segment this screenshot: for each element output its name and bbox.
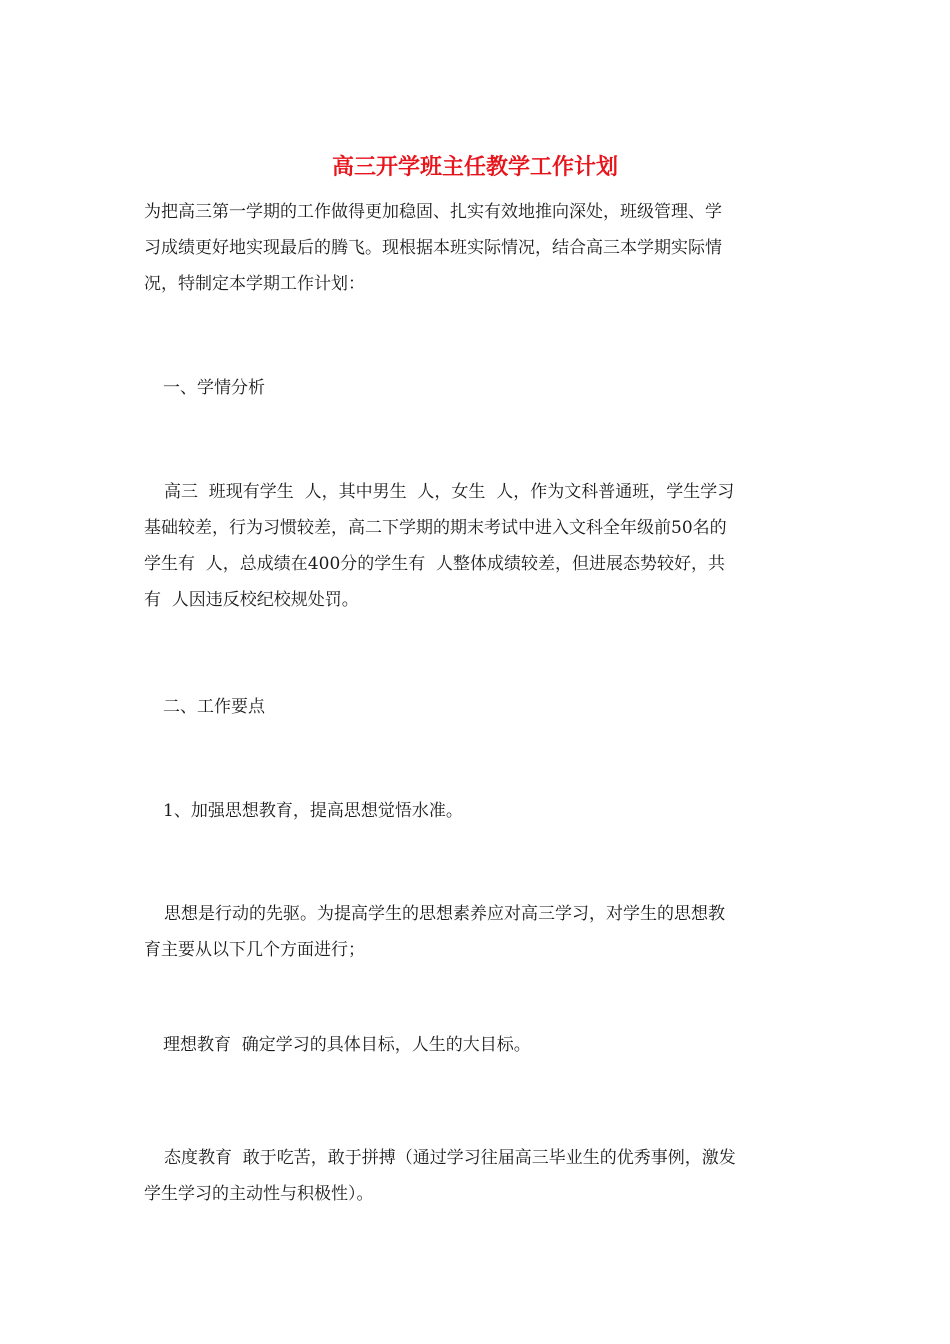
attitude-education-paragraph <box>144 1140 814 1212</box>
document-title: 高三开学班主任教学工作计划 <box>331 154 618 180</box>
point-heading-thought-education <box>163 793 833 829</box>
analysis-paragraph <box>144 474 814 618</box>
intro-paragraph <box>144 194 814 302</box>
section-heading-work-points <box>163 689 833 725</box>
section-heading-text: 一、学情分析 <box>163 378 265 398</box>
ideal-education-text: 理想教育 确定学习的具体目标，人生的大目标。 <box>163 1035 531 1055</box>
attitude-education-line: 学生学习的主动性与积极性）。 <box>144 1184 374 1204</box>
ideal-education-item <box>163 1027 833 1063</box>
analysis-line: 基础较差，行为习惯较差，高二下学期的期末考试中进入文科全年级前50名的 <box>144 518 727 538</box>
intro-line: 习成绩更好地实现最后的腾飞。现根据本班实际情况，结合高三本学期实际情 <box>144 238 722 258</box>
thought-education-line: 思想是行动的先驱。为提高学生的思想素养应对高三学习，对学生的思想教 <box>164 904 725 924</box>
analysis-line: 有 人因违反校纪校规处罚。 <box>144 590 359 610</box>
analysis-line: 高三 班现有学生 人，其中男生 人，女生 人，作为文科普通班，学生学习 <box>164 482 735 502</box>
analysis-line: 学生有 人，总成绩在400分的学生有 人整体成绩较差，但进展态势较好，共 <box>144 554 726 574</box>
section-heading-text: 二、工作要点 <box>163 697 265 717</box>
intro-line: 为把高三第一学期的工作做得更加稳固、扎实有效地推向深处，班级管理、学 <box>144 202 722 222</box>
point-heading-text: 1、加强思想教育，提高思想觉悟水准。 <box>163 801 463 821</box>
intro-line: 况，特制定本学期工作计划： <box>144 274 365 294</box>
thought-education-paragraph <box>144 896 814 968</box>
thought-education-line: 育主要从以下几个方面进行； <box>144 940 365 960</box>
attitude-education-line: 态度教育 敢于吃苦，敢于拼搏（通过学习往届高三毕业生的优秀事例，激发 <box>164 1148 736 1168</box>
section-heading-analysis <box>163 370 833 406</box>
